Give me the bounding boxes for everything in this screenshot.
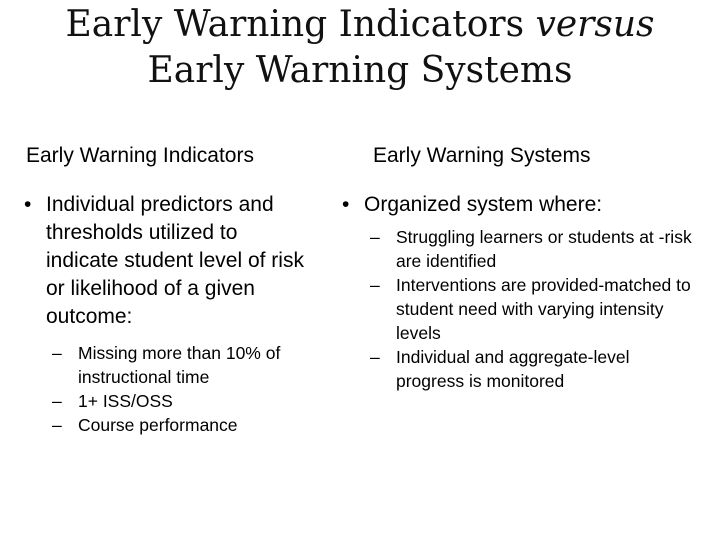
left-subitems [20,341,310,437]
right-subitem-text: Struggling learners or students at -risk are identified [396,227,692,271]
right-bullet [338,191,700,219]
slide-title [0,2,720,94]
right-column-header: Early Warning Systems [373,144,591,167]
left-bullet-text: Individual predictors and thresholds utilized to indicate student level of risk or likelihood of a given outcome: [46,193,304,328]
left-column-header: Early Warning Indicators [26,144,254,167]
right-bullet-text: Organized system where: [364,193,603,216]
title-line-1 [0,2,720,48]
bullet-glyph: • [24,193,32,216]
right-subitem-text: Interventions are provided-matched to student need with varying intensity levels [396,275,691,343]
dash-glyph: – [52,415,62,435]
left-subitem-text: Missing more than 10% of instructional time [78,343,281,387]
left-subitem-text: Course performance [78,415,238,435]
dash-glyph: – [52,391,62,411]
right-column [338,191,700,393]
title-prefix: Early Warning Indicators [65,4,536,45]
bullet-glyph: • [342,193,350,216]
right-subitem [338,345,700,393]
dash-glyph: – [370,275,380,295]
right-subitem [338,273,700,345]
right-subitem-text: Individual and aggregate-level progress is monitored [396,347,630,391]
left-subitem [20,413,310,437]
dash-glyph: – [52,343,62,363]
title-line-2: Early Warning Systems [147,50,573,91]
title-emphasis: versus [535,4,655,45]
dash-glyph: – [370,347,380,367]
left-bullet [20,191,310,331]
left-subitem [20,389,310,413]
dash-glyph: – [370,227,380,247]
left-subitem [20,341,310,389]
left-subitem-text: 1+ ISS/OSS [78,391,173,411]
right-subitem [338,225,700,273]
right-subitems [338,225,700,393]
left-column [20,191,310,437]
